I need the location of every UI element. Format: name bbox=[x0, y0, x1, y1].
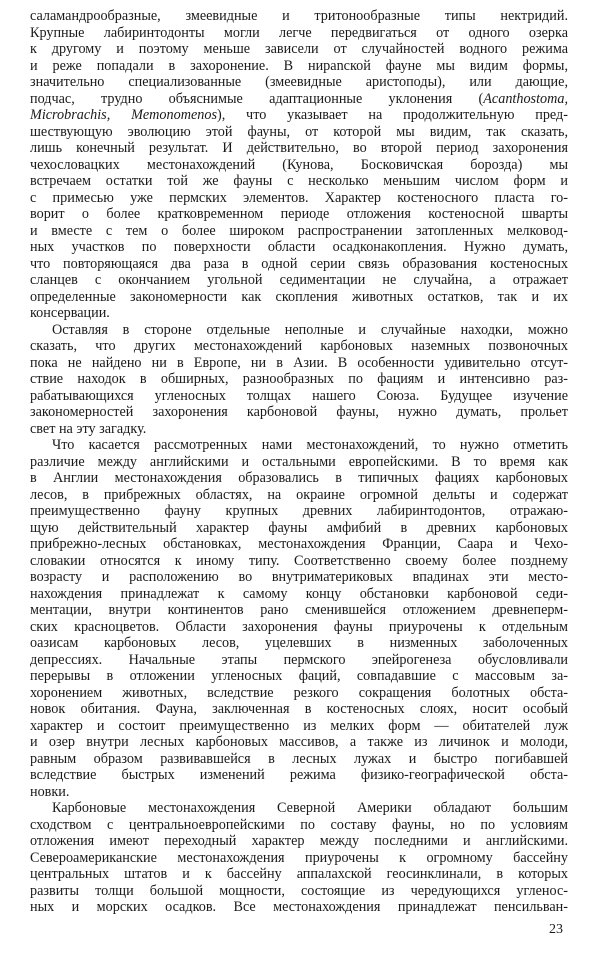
text-segment: консервации. bbox=[30, 305, 110, 321]
text-segment: центральных штатов и к бассейну аппалахской геосинклинали, в которых bbox=[30, 866, 568, 882]
text-segment: шествующую эволюцию этой фауны, от которой мы видим, так сказать, bbox=[30, 123, 568, 140]
text-line bbox=[30, 388, 568, 405]
text-segment: свет на эту загадку. bbox=[30, 420, 147, 437]
body-text bbox=[30, 8, 568, 916]
text-line bbox=[30, 635, 568, 652]
text-line bbox=[30, 652, 568, 669]
page-number: 23 bbox=[549, 922, 563, 937]
text-segment: оазисам карбоновых лесов, уцелевших в низменных заболоченных bbox=[30, 635, 568, 651]
text-line bbox=[30, 454, 568, 471]
text-segment: характер и состоит преимущественно из мелких форм — обитателей луж bbox=[30, 717, 568, 734]
text-line bbox=[30, 767, 568, 784]
paragraph bbox=[30, 8, 568, 322]
text-segment: щую действительный характер фауны амфибий в древних карбоновых bbox=[30, 519, 568, 536]
text-line bbox=[30, 8, 568, 25]
text-segment: депрессиях. Начальные этапы пермского эпейрогенеза обусловливали bbox=[30, 651, 568, 668]
text-line bbox=[30, 173, 568, 190]
text-segment: и вместе с тем о более широком распространении затопленных мелковод- bbox=[30, 222, 568, 239]
text-line bbox=[30, 569, 568, 586]
text-line bbox=[30, 124, 568, 141]
text-line bbox=[30, 883, 568, 900]
text-segment: словакии относятся к иному типу. Соответственно своему более позднему bbox=[30, 552, 568, 569]
text-segment: Карбоновые местонахождения Северной Америки обладают большим bbox=[52, 800, 568, 816]
text-segment: ных участков по поверхности области осадконакопления. Нужно думать, bbox=[30, 239, 568, 255]
text-line bbox=[30, 338, 568, 355]
text-segment: вследствие быстрых изменений режима физико-географической обста- bbox=[30, 767, 568, 783]
text-line bbox=[30, 58, 568, 75]
text-segment: пока не найдено ни в Европе, ни в Азии. В особенности удивительно отсут- bbox=[30, 354, 568, 371]
text-segment: равным образом развивавшейся в лесных лужах и быстро погибавшей bbox=[30, 750, 568, 767]
text-line bbox=[30, 520, 568, 537]
text-line bbox=[30, 751, 568, 768]
text-line bbox=[30, 784, 568, 801]
text-segment: Североамериканские местонахождения приурочены к огромному бассейну bbox=[30, 849, 568, 866]
text-segment: развиты толщи большой мощности, состоящие из чередующихся угленос- bbox=[30, 882, 568, 899]
text-segment: сказать, что других местонахождений карбоновых наземных позвоночных bbox=[30, 338, 568, 354]
text-line bbox=[30, 107, 568, 124]
text-line bbox=[30, 553, 568, 570]
italic-taxon-name: Acanthostoma, bbox=[483, 90, 568, 107]
text-line bbox=[30, 239, 568, 256]
text-segment: ментации, внутри континентов рано сменившейся отложением древнеперм- bbox=[30, 602, 568, 618]
text-segment: в Англии местонахождения образовались в типичных фациях карбоновых bbox=[30, 470, 568, 486]
paragraph bbox=[30, 800, 568, 916]
text-segment: Что касается рассмотренных нами местонахождений, то нужно отметить bbox=[52, 437, 568, 453]
text-line bbox=[30, 668, 568, 685]
text-segment: сланцев с окончанием угольной седиментации не случайна, а отражает bbox=[30, 272, 568, 288]
text-segment: сходством с центральноевропейскими по составу фауны, но по условиям bbox=[30, 816, 568, 833]
text-line bbox=[30, 25, 568, 42]
text-segment: чехословацких местонахождений (Кунова, Босковичская борозда) мы bbox=[30, 156, 568, 173]
text-segment: ворит о более кратковременном периоде отложения костеносной шварты bbox=[30, 206, 568, 222]
paragraph bbox=[30, 322, 568, 438]
text-segment: преимущественно фауну крупных древних лабиринтодонтов, отражаю- bbox=[30, 503, 568, 519]
text-line bbox=[30, 586, 568, 603]
text-segment: саламандрообразные, змеевидные и тритонообразные типы нектридий. bbox=[30, 8, 568, 24]
text-segment: к другому и поэтому меньше зависели от случайностей водного режима bbox=[30, 41, 568, 57]
text-line bbox=[30, 91, 568, 108]
text-line bbox=[30, 355, 568, 372]
text-segment: Оставляя в стороне отдельные неполные и случайные находки, можно bbox=[52, 321, 568, 338]
text-line bbox=[30, 256, 568, 273]
text-line bbox=[30, 322, 568, 339]
text-line bbox=[30, 718, 568, 735]
text-line bbox=[30, 289, 568, 306]
text-line bbox=[30, 223, 568, 240]
text-segment: закономерностей захоронения карбоновой фауны, нужно думать, прольет bbox=[30, 404, 568, 420]
text-line bbox=[30, 470, 568, 487]
text-line bbox=[30, 404, 568, 421]
text-segment: подчас, трудно объяснимые адаптационные уклонения ( bbox=[30, 90, 484, 107]
text-segment: отложения имеют переходный характер между последними и английскими. bbox=[30, 833, 568, 849]
text-line bbox=[30, 371, 568, 388]
text-segment: определенные закономерности как скопления животных остатков, так и их bbox=[30, 288, 568, 305]
text-line bbox=[30, 817, 568, 834]
text-segment: Крупные лабиринтодонты могли легче передвигаться от одного озерка bbox=[30, 24, 568, 41]
text-segment: ных и морских осадков. Все местонахождения принадлежат пенсильван- bbox=[30, 899, 568, 915]
text-line bbox=[30, 602, 568, 619]
text-segment: ствие находок в обширных, разнообразных по фациям и интенсивно раз- bbox=[30, 371, 568, 387]
text-segment: что повторяющаяся два раза в одной серии связь образования костеносных bbox=[30, 255, 568, 272]
text-line bbox=[30, 206, 568, 223]
text-line bbox=[30, 190, 568, 207]
text-segment: прибрежно-лесных обстановках, местонахождения Франции, Саара и Чехо- bbox=[30, 536, 568, 552]
text-segment: ), что указывает на продолжительную пред- bbox=[216, 107, 568, 123]
text-line bbox=[30, 800, 568, 817]
text-segment: новок обитания. Фауна, заключенная в костеносных слоях, носит особый bbox=[30, 701, 568, 717]
text-line bbox=[30, 487, 568, 504]
text-line bbox=[30, 503, 568, 520]
text-line bbox=[30, 421, 568, 438]
text-segment: различие между английскими и остальными европейскими. В то время как bbox=[30, 453, 568, 470]
text-line bbox=[30, 41, 568, 58]
paragraph bbox=[30, 437, 568, 800]
text-line bbox=[30, 140, 568, 157]
text-segment: лесов, в прибрежных областях, на окраине огромной дельты и содержат bbox=[30, 486, 568, 503]
text-segment: лишь конечный результат. И действительно, во второй период захоронения bbox=[30, 140, 568, 156]
text-segment: ских красноцветов. Области захоронения фауны приурочены к отдельным bbox=[30, 618, 568, 635]
text-segment: встречаем остатки той же фауны с несколько меньшим числом форм и bbox=[30, 173, 568, 189]
text-segment: с примесью уже пермских элементов. Характер костеносного пласта го- bbox=[30, 189, 568, 206]
text-line bbox=[30, 833, 568, 850]
text-line bbox=[30, 272, 568, 289]
italic-taxon-name: Microbrachis, Memonomenos bbox=[30, 107, 217, 123]
text-line bbox=[30, 734, 568, 751]
text-line bbox=[30, 850, 568, 867]
text-line bbox=[30, 157, 568, 174]
text-line bbox=[30, 866, 568, 883]
text-line bbox=[30, 536, 568, 553]
text-line bbox=[30, 437, 568, 454]
text-line bbox=[30, 701, 568, 718]
text-segment: рабатывающихся угленосных толщах нашего Союза. Будущее изучение bbox=[30, 387, 568, 404]
text-segment: значительно специализованные (змеевидные аристоподы), или дающие, bbox=[30, 74, 568, 90]
text-segment: хоронением животных, вследствие резкого сокращения болотных обста- bbox=[30, 684, 568, 701]
text-line bbox=[30, 74, 568, 91]
text-segment: возрасту и расположению во внутриматериковых впадинах эти место- bbox=[30, 569, 568, 585]
text-line bbox=[30, 305, 568, 322]
text-segment: и озер внутри лесных карбоновых массивов, а также из личинок и молоди, bbox=[30, 734, 568, 750]
text-segment: и реже попадали в захоронение. В нирanской фауне мы видим формы, bbox=[30, 57, 568, 74]
text-line bbox=[30, 685, 568, 702]
text-line bbox=[30, 619, 568, 636]
text-segment: новки. bbox=[30, 783, 70, 800]
text-segment: перерывы в отложении угленосных фаций, совпадавшие с массовым за- bbox=[30, 668, 568, 684]
text-line bbox=[30, 899, 568, 916]
text-segment: нахождения принадлежат к самому концу обстановки карбоновой седи- bbox=[30, 585, 568, 602]
